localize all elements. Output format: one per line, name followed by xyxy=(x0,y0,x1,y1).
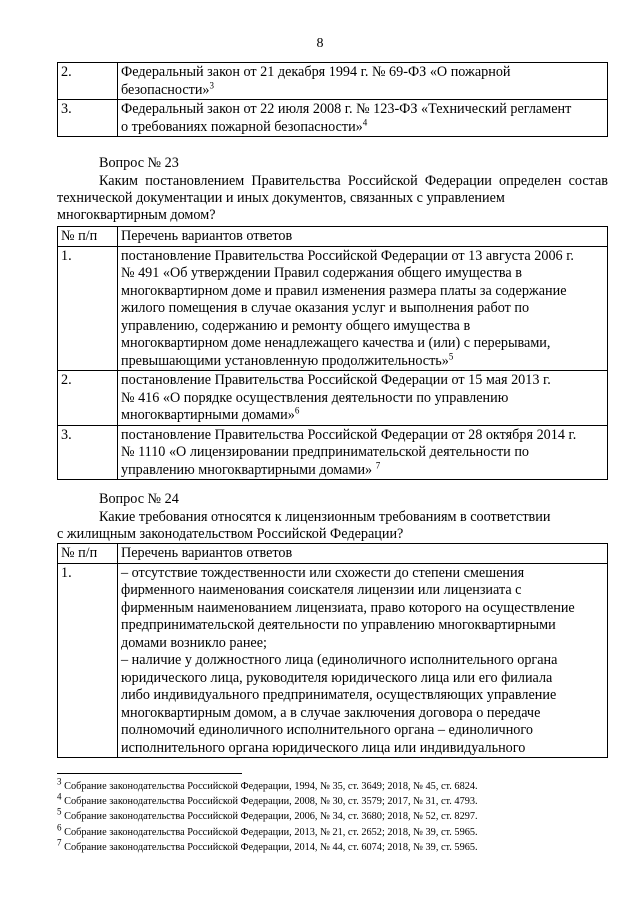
row-text-line: многоквартирном доме ненадлежащего качества и (или) с перерывами, xyxy=(121,335,551,351)
row-text xyxy=(118,425,608,480)
top-answers-table xyxy=(57,62,608,137)
footnote-number: 5 xyxy=(57,806,62,817)
table-row xyxy=(58,63,608,100)
column-header-number: № п/п xyxy=(58,544,118,564)
question-23-answers-table xyxy=(57,226,608,480)
footnote-ref[interactable]: 3 xyxy=(209,79,215,90)
row-number: 2. xyxy=(58,63,118,100)
row-text-line: № 491 «Об утверждении Правил содержания общего имущества в xyxy=(121,265,522,281)
row-number: 1. xyxy=(58,563,118,758)
row-text-line: № 416 «О порядке осуществления деятельности по управлению xyxy=(121,389,509,406)
table-row xyxy=(58,100,608,137)
row-text-line: № 1110 «О лицензировании предпринимательской деятельности по xyxy=(121,444,529,460)
column-header-options: Перечень вариантов ответов xyxy=(118,227,608,247)
row-text-line: фирменным наименованием лицензиата, право которого на осуществление xyxy=(121,599,575,616)
row-text-line: жилого помещения в случае оказания услуг и выполнения работ по xyxy=(121,300,530,316)
row-text-line: – отсутствие тождественности или схожести до степени смешения xyxy=(121,564,525,581)
row-text-line: домами возникло ранее; xyxy=(121,634,267,651)
row-text xyxy=(118,371,608,426)
footnote-ref[interactable]: 7 xyxy=(375,459,381,470)
footnote-number: 7 xyxy=(57,837,62,848)
row-text-line: полномочий единоличного исполнительного органа – единоличного xyxy=(121,722,533,738)
row-text xyxy=(118,63,608,100)
table-header-row xyxy=(58,227,608,247)
question-text-line: многоквартирным домом? xyxy=(57,207,216,223)
footnote-text: Собрание законодательства Российской Федерации, 2006, № 34, ст. 3680; 2018, № 52, ст. 8297. xyxy=(61,811,478,823)
row-text-fragment: превышающими установленную продолжительность» xyxy=(121,352,449,369)
row-text-line xyxy=(121,116,603,137)
row-text xyxy=(118,100,608,137)
footnote-separator xyxy=(57,773,242,774)
footnote-number: 6 xyxy=(57,822,62,833)
row-text-line: многоквартирным домом, а в случае заключения договора о передаче xyxy=(121,704,541,721)
footnote-ref[interactable]: 4 xyxy=(362,116,368,127)
table-row xyxy=(58,246,608,371)
column-header-options: Перечень вариантов ответов xyxy=(118,544,608,564)
footnote xyxy=(57,806,617,824)
footnote xyxy=(57,822,617,840)
footnotes xyxy=(57,776,617,855)
row-text-line: предпринимательской деятельности по управлению многоквартирными xyxy=(121,617,556,633)
row-text xyxy=(118,563,608,758)
footnote-text: Собрание законодательства Российской Федерации, 2014, № 44, ст. 6074; 2018, № 39, ст. 5965. xyxy=(61,841,478,853)
row-text-line xyxy=(121,407,603,425)
row-number: 1. xyxy=(58,246,118,371)
footnote xyxy=(57,776,617,794)
row-text-fragment: безопасности» xyxy=(121,81,210,98)
footnote-text: Собрание законодательства Российской Федерации, 2008, № 30, ст. 3579; 2017, № 31, ст. 4793. xyxy=(61,796,478,808)
row-text-line xyxy=(121,459,603,480)
row-text xyxy=(118,246,608,371)
footnote-ref[interactable]: 5 xyxy=(448,350,454,361)
row-text-line: управлению, содержанию и ремонту общего имущества в xyxy=(121,317,471,334)
row-text-line: Федеральный закон от 21 декабря 1994 г. № 69-ФЗ «О пожарной xyxy=(121,64,511,80)
table-row xyxy=(58,425,608,480)
row-text-line: либо индивидуального предпринимателя, осуществляющих управление xyxy=(121,687,557,703)
row-text-line: фирменного наименования соискателя лицензии или лицензиата с xyxy=(121,582,522,598)
footnote-ref[interactable]: 6 xyxy=(294,405,300,416)
footnote-number: 4 xyxy=(57,791,62,802)
row-number: 2. xyxy=(58,371,118,426)
row-text-line: постановление Правительства Российской Федерации от 15 мая 2013 г. xyxy=(121,372,551,388)
table-row xyxy=(58,563,608,758)
row-text-line xyxy=(121,79,603,100)
page-number: 8 xyxy=(316,36,324,51)
question-23-text xyxy=(57,173,608,224)
footnote-text: Собрание законодательства Российской Федерации, 2013, № 21, ст. 2652; 2018, № 39, ст. 5965. xyxy=(61,826,478,838)
row-text-line: многоквартирном доме и правил изменения размера платы за содержание xyxy=(121,282,567,299)
footnote-number: 3 xyxy=(57,776,62,787)
row-text-line: постановление Правительства Российской Федерации от 28 октября 2014 г. xyxy=(121,426,577,443)
question-text-line: состав технической документации и иных документов, связанных с управлением xyxy=(57,173,609,206)
question-text-line: Каким постановлением Правительства Российской Федерации определен xyxy=(99,173,562,189)
row-text-line: юридического лица, руководителя юридического лица или его филиала xyxy=(121,669,553,686)
row-text-fragment: многоквартирными домами» xyxy=(121,407,295,423)
question-text-line: Какие требования относятся к лицензионным требованиям в соответствии xyxy=(99,509,551,525)
question-24-title: Вопрос № 24 xyxy=(99,491,179,507)
table-header-row xyxy=(58,544,608,564)
row-text-line: исполнительного органа юридического лица или индивидуального xyxy=(121,739,526,756)
question-24-text xyxy=(57,509,608,543)
row-text-line: постановление Правительства Российской Федерации от 13 августа 2006 г. xyxy=(121,247,574,264)
footnote xyxy=(57,837,617,855)
footnote xyxy=(57,791,617,809)
row-text-fragment: управлению многоквартирными домами» xyxy=(121,461,376,478)
question-23-title: Вопрос № 23 xyxy=(99,155,179,171)
row-text-line xyxy=(121,350,603,371)
row-text-fragment: о требованиях пожарной безопасности» xyxy=(121,118,363,135)
row-number: 3. xyxy=(58,425,118,480)
table-row xyxy=(58,371,608,426)
question-text-line: с жилищным законодательством Российской Федерации? xyxy=(57,526,404,542)
footnote-text: Собрание законодательства Российской Федерации, 1994, № 35, ст. 3649; 2018, № 45, ст. 6824. xyxy=(61,781,478,792)
question-24-answers-table xyxy=(57,543,608,758)
row-text-line: Федеральный закон от 22 июля 2008 г. № 123-ФЗ «Технический регламент xyxy=(121,101,572,117)
row-number: 3. xyxy=(58,100,118,137)
row-text-line: – наличие у должностного лица (единоличного исполнительного органа xyxy=(121,652,558,668)
column-header-number: № п/п xyxy=(58,227,118,247)
